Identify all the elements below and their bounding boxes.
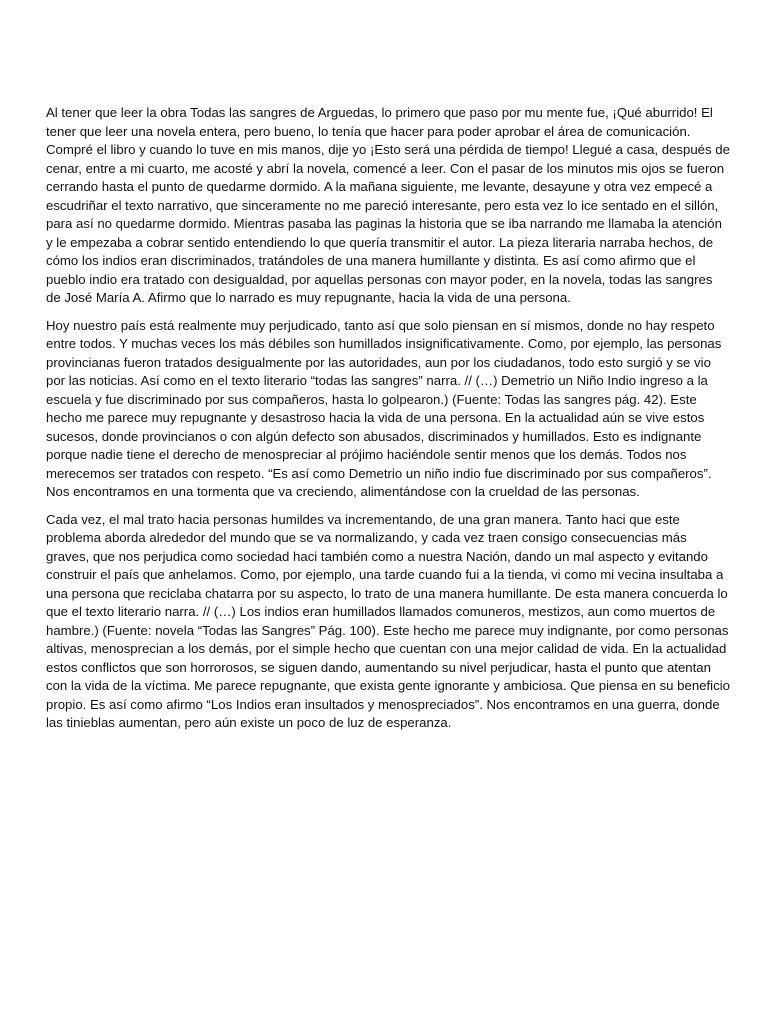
document-body: [46, 104, 730, 742]
paragraph-1: Al tener que leer la obra Todas las sangres de Arguedas, lo primero que paso por mu mente fue, ¡Qué aburrido! El tener que leer una novela entera, pero bueno, lo tenía que hacer para poder aprobar el área de comunicación. Compré el libro y cuando lo tuve en mis manos, dije yo ¡Esto será una pérdida de tiempo! Llegué a casa, después de cenar, entre a mi cuarto, me acosté y abrí la novela, comencé a leer. Con el pasar de los minutos mis ojos se fueron cerrando hasta el punto de quedarme dormido. A la mañana siguiente, me levante, desayune y otra vez empecé a escudriñar el texto narrativo, que sinceramente no me pareció interesante, pero esta vez lo ice sentado en el sillón, para así no quedarme dormido. Mientras pasaba las paginas la historia que se iba narrando me llamaba la atención y le empezaba a cobrar sentido entendiendo lo que quería transmitir el autor. La pieza literaria narraba hechos, de cómo los indios eran discriminados, tratándoles de una manera humillante y distinta. Es así como afirmo que el pueblo indio era tratado con desigualdad, por aquellas personas con mayor poder, en la novela, todas las sangres de José María A. Afirmo que lo narrado es muy repugnante, hacia la vida de una persona.: [46, 105, 730, 305]
paragraph-2: Hoy nuestro país está realmente muy perjudicado, tanto así que solo piensan en sí mismos, donde no hay respeto entre todos. Y muchas veces los más débiles son humillados insignificativamente. Como, por ejemplo, las personas provincianas fueron tratados desigualmente por las autoridades, aun por los ciudadanos, todo esto surgió y se vio por las noticias. Así como en el texto literario “todas las sangres” narra. // (…) Demetrio un Niño Indio ingreso a la escuela y fue discriminado por sus compañeros, hasta lo golpearon.) (Fuente: Todas las sangres pág. 42). Este hecho me parece muy repugnante y desastroso hacia la vida de una persona. En la actualidad aún se vive estos sucesos, donde provincianos o con algún defecto son abusados, discriminados y humillados. Esto es indignante porque nadie tiene el derecho de menospreciar al prójimo haciéndole sentir menos que los demás. Todos nos merecemos ser tratados con respeto. “Es así como Demetrio un niño indio fue discriminado por sus compañeros”. Nos encontramos en una tormenta que va creciendo, alimentándose con la crueldad de las personas.: [46, 317, 722, 499]
paragraph-3: Cada vez, el mal trato hacia personas humildes va incrementando, de una gran manera. Tanto haci que este problema aborda alrededor del mundo que se va normalizando, y cada vez traen consigo consecuencias más graves, que nos perjudica como sociedad haci también como a nuestra Nación, dando un mal aspecto y evitando construir el país que anhelamos. Como, por ejemplo, una tarde cuando fui a la tienda, vi como mi vecina insultaba a una persona que reciclaba chatarra por su aspecto, lo trato de una manera humillante. De esta manera concuerda lo que el texto literario narra. // (…) Los indios eran humillados llamados comuneros, mestizos, aun como muertos de hambre.) (Fuente: novela “Todas las Sangres” Pág. 100). Este hecho me parece muy indignante, por como personas altivas, menosprecian a los demás, por el simple hecho que cuentan con una mejor calidad de vida. En la actualidad estos conflictos que son horrorosos, se siguen dando, aumentando su nivel perjudicar, hasta el punto que atentan con la vida de la víctima. Me parece repugnante, que exista gente ignorante y ambiciosa. Que piensa en su beneficio propio. Es así como afirmo “Los Indios eran insultados y menospreciados”. Nos encontramos en una guerra, donde las tinieblas aumentan, pero aún existe un poco de luz de esperanza.: [46, 511, 730, 730]
